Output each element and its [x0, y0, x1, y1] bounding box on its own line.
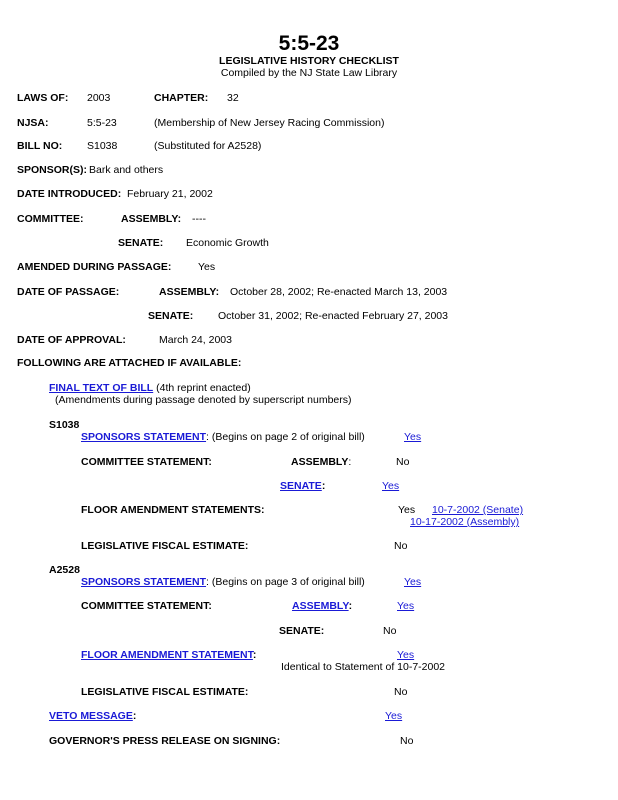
a2528-fiscal-label: LEGISLATIVE FISCAL ESTIMATE: [81, 686, 249, 698]
passage-senate-value: October 31, 2002; Re-enacted February 27, 2003 [218, 310, 448, 322]
sponsors-label: SPONSOR(S): [17, 164, 88, 176]
laws-of-label: LAWS OF: [17, 92, 69, 104]
veto-colon: : [132, 710, 137, 722]
amended-value: Yes [198, 261, 216, 273]
a2528-fiscal-value: No [394, 686, 408, 698]
sponsors-value: Bark and others [89, 164, 164, 176]
a2528-floor-yes-link[interactable]: Yes [397, 649, 415, 661]
bill-no-value: S1038 [87, 140, 118, 152]
governor-press-value: No [400, 735, 414, 747]
bill-no-label: BILL NO: [17, 140, 63, 152]
subtitle: LEGISLATIVE HISTORY CHECKLIST [219, 55, 399, 67]
a2528-sponsors-note: : (Begins on page 3 of original bill) [206, 576, 365, 588]
committee-assembly-label: ASSEMBLY: [121, 213, 182, 225]
passage-assembly-value: October 28, 2002; Re-enacted March 13, 2003 [230, 286, 448, 298]
s1038-senate-row [280, 480, 325, 493]
chapter-label: CHAPTER: [154, 92, 209, 104]
chapter-value: 32 [227, 92, 239, 104]
s1038-assembly-label: ASSEMBLY [291, 456, 349, 468]
amended-label: AMENDED DURING PASSAGE: [17, 261, 172, 273]
a2528-sponsors-yes-link[interactable]: Yes [404, 576, 422, 588]
s1038-fiscal-value: No [394, 540, 408, 552]
a2528-assembly-link[interactable]: ASSEMBLY [292, 600, 349, 612]
approval-label: DATE OF APPROVAL: [17, 334, 126, 346]
veto-row [49, 710, 136, 723]
committee-senate-label: SENATE: [118, 237, 164, 249]
a2528-assembly-row [292, 600, 352, 613]
a2528-sponsors-row [81, 576, 365, 589]
s1038-sponsors-link[interactable]: SPONSORS STATEMENT [81, 431, 207, 443]
committee-senate-value: Economic Growth [186, 237, 269, 249]
s1038-sponsors-yes-link[interactable]: Yes [404, 431, 422, 443]
a2528-sponsors-link[interactable]: SPONSORS STATEMENT [81, 576, 207, 588]
a2528-committee-label: COMMITTEE STATEMENT: [81, 600, 212, 612]
s1038-floor-link-assembly[interactable]: 10-17-2002 (Assembly) [410, 516, 520, 528]
s1038-heading: S1038 [49, 419, 80, 431]
date-introduced-value: February 21, 2002 [127, 188, 213, 200]
veto-message-link[interactable]: VETO MESSAGE [49, 710, 133, 722]
a2528-assembly-yes-link[interactable]: Yes [397, 600, 415, 612]
s1038-senate-yes-link[interactable]: Yes [382, 480, 400, 492]
laws-of-value: 2003 [87, 92, 111, 104]
s1038-assembly-value: No [396, 456, 410, 468]
s1038-senate-link[interactable]: SENATE [280, 480, 322, 492]
s1038-assembly-row [291, 456, 351, 469]
passage-senate-label: SENATE: [148, 310, 194, 322]
committee-assembly-value: ---- [192, 213, 206, 225]
bill-no-desc: (Substituted for A2528) [154, 140, 262, 152]
final-text-link[interactable]: FINAL TEXT OF BILL [49, 382, 154, 394]
final-text-note: (4th reprint enacted) [153, 382, 251, 394]
s1038-committee-label: COMMITTEE STATEMENT: [81, 456, 212, 468]
s1038-floor-link-senate[interactable]: 10-7-2002 (Senate) [432, 504, 524, 516]
s1038-floor-yes: Yes [398, 504, 416, 516]
a2528-floor-note: Identical to Statement of 10-7-2002 [281, 661, 446, 673]
a2528-senate-value: No [383, 625, 397, 637]
njsa-label: NJSA: [17, 117, 49, 129]
s1038-sponsors-note: : (Begins on page 2 of original bill) [206, 431, 365, 443]
a2528-senate-label: SENATE: [279, 625, 325, 637]
passage-assembly-label: ASSEMBLY: [159, 286, 220, 298]
passage-label: DATE OF PASSAGE: [17, 286, 120, 298]
s1038-assembly-colon: : [348, 456, 352, 468]
a2528-floor-colon: : [252, 649, 257, 661]
njsa-value: 5:5-23 [87, 117, 117, 129]
s1038-sponsors-row [81, 431, 365, 444]
following-label: FOLLOWING ARE ATTACHED IF AVAILABLE: [17, 357, 242, 369]
approval-value: March 24, 2003 [159, 334, 232, 346]
a2528-assembly-colon: : [348, 600, 353, 612]
committee-label: COMMITTEE: [17, 213, 84, 225]
date-introduced-label: DATE INTRODUCED: [17, 188, 122, 200]
final-text-note2: (Amendments during passage denoted by superscript numbers) [55, 394, 352, 406]
a2528-floor-link[interactable]: FLOOR AMENDMENT STATEMENT [81, 649, 253, 661]
s1038-fiscal-label: LEGISLATIVE FISCAL ESTIMATE: [81, 540, 249, 552]
compiled-by: Compiled by the NJ State Law Library [220, 67, 398, 79]
a2528-floor-row [81, 649, 256, 662]
page-title: 5:5-23 [278, 32, 340, 55]
s1038-floor-label: FLOOR AMENDMENT STATEMENTS: [81, 504, 265, 516]
a2528-heading: A2528 [49, 564, 80, 576]
veto-yes-link[interactable]: Yes [385, 710, 403, 722]
njsa-desc: (Membership of New Jersey Racing Commission) [154, 117, 385, 129]
governor-press-label: GOVERNOR'S PRESS RELEASE ON SIGNING: [49, 735, 281, 747]
s1038-senate-colon: : [321, 480, 326, 492]
